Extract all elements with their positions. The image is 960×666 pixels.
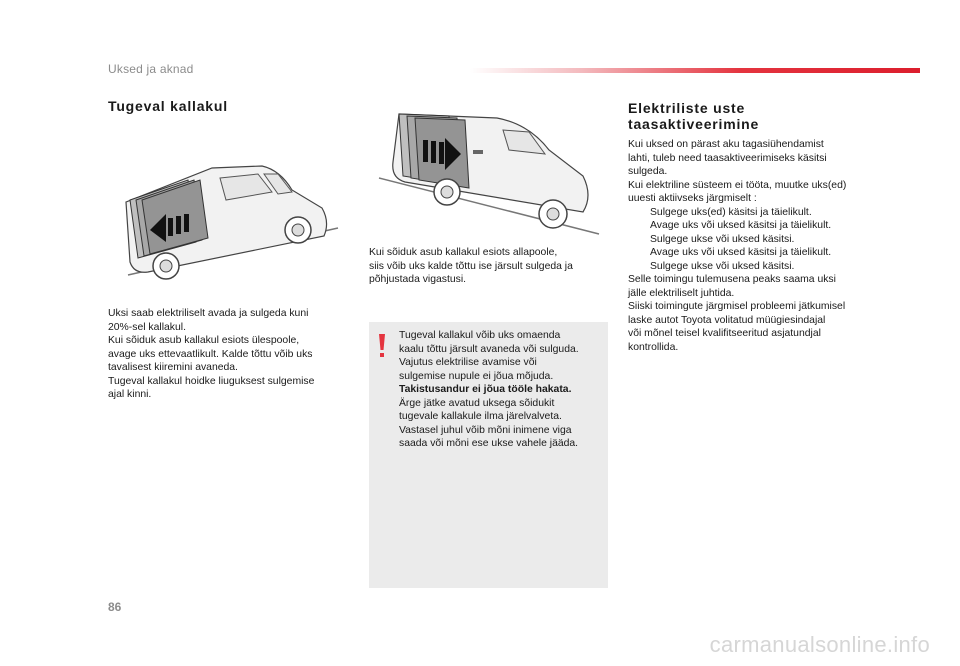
page-number: 86 — [108, 600, 122, 614]
step-item — [628, 219, 883, 233]
text-line: Siiski toimingute järgmisel probleemi jätkumisel — [628, 301, 846, 312]
header-rule — [470, 68, 920, 73]
text-line: kaalu tõttu järsult avaneda või sulguda. — [399, 343, 579, 355]
van-door-closing-uphill-icon — [108, 150, 342, 285]
title-line: Elektriliste uste — [628, 100, 746, 116]
text-line: kontrollida. — [628, 341, 679, 353]
text-line: või mõnel teisel kvalifitseeritud asjatundjal — [628, 328, 821, 339]
step-text: Avage uks või uksed käsitsi ja täielikult. — [650, 247, 832, 258]
text-line: tugevale kallakule ilma järelvalveta. — [399, 411, 562, 422]
watermark: carmanualsonline.info — [709, 632, 930, 657]
text-line: Vajutus elektrilise avamise või — [399, 357, 537, 368]
text-line: Kui elektriline süsteem ei tööta, muutke uks(ed) — [628, 179, 847, 191]
text-line: Vastasel juhul võib mõni inimene viga — [399, 424, 572, 436]
step-text: Avage uks või uksed käsitsi ja täielikult. — [650, 220, 832, 231]
title-line: taasaktiveerimine — [628, 116, 760, 132]
text-line-bold: Takistusandur ei jõua tööle hakata. — [399, 384, 572, 395]
text-line: uuesti aktiivseks järgmiselt : — [628, 193, 757, 204]
right-section-title — [628, 100, 878, 132]
step-text: Sulgege uks(ed) käsitsi ja täielikult. — [650, 206, 812, 218]
text-line: Ärge jätke avatud uksega sõidukit — [399, 397, 555, 409]
step-item — [628, 233, 883, 247]
text-line: laske autot Toyota volitatud müügiesindajal — [628, 314, 826, 326]
text-line: Kui uksed on pärast aku tagasiühendamist — [628, 139, 824, 150]
text-line: Uksi saab elektriliselt avada ja sulgeda kuni — [108, 308, 309, 319]
text-line: sulgeda. — [628, 166, 668, 177]
text-line: põhjustada vigastusi. — [369, 274, 467, 285]
step-text: Sulgege ukse või uksed käsitsi. — [650, 260, 795, 272]
text-line: sulgemise nupule ei jõua mõjuda. — [399, 370, 554, 382]
exclamation-warning-icon — [378, 334, 386, 358]
warning-text — [399, 329, 604, 451]
text-line: Kui sõiduk asub kallakul esiots ülespoole, — [108, 335, 300, 346]
text-line: tavalisest kiiremini avaneda. — [108, 362, 238, 373]
text-line: avage uks ettevaatlikult. Kalde tõttu võib uks — [108, 348, 313, 360]
left-paragraph — [108, 307, 348, 402]
left-section-title: Tugeval kallakul — [108, 98, 228, 114]
text-line: Kui sõiduk asub kallakul esiots allapoole, — [369, 247, 558, 258]
text-line: ajal kinni. — [108, 389, 152, 400]
step-item — [628, 206, 883, 220]
section-header: Uksed ja aknad — [108, 62, 194, 76]
text-line: siis võib uks kalde tõttu ise järsult sulgeda ja — [369, 260, 573, 272]
step-text: Sulgege ukse või uksed käsitsi. — [650, 233, 795, 245]
text-line: lahti, tuleb need taasaktiveerimiseks käsitsi — [628, 152, 827, 164]
right-paragraph — [628, 138, 883, 354]
step-item — [628, 260, 883, 274]
text-line: 20%-sel kallakul. — [108, 321, 186, 333]
text-line: jälle elektriliselt juhtida. — [628, 287, 735, 299]
text-line: saada või mõni ese ukse vahele jääda. — [399, 438, 579, 449]
middle-paragraph — [369, 246, 609, 287]
text-line: Tugeval kallakul võib uks omaenda — [399, 330, 561, 341]
warning-box — [369, 322, 608, 588]
text-line: Tugeval kallakul hoidke liuguksest sulgemise — [108, 375, 315, 387]
text-line: Selle toimingu tulemusena peaks saama uksi — [628, 274, 836, 285]
step-item — [628, 246, 883, 260]
van-door-closing-downhill-icon — [369, 100, 605, 240]
